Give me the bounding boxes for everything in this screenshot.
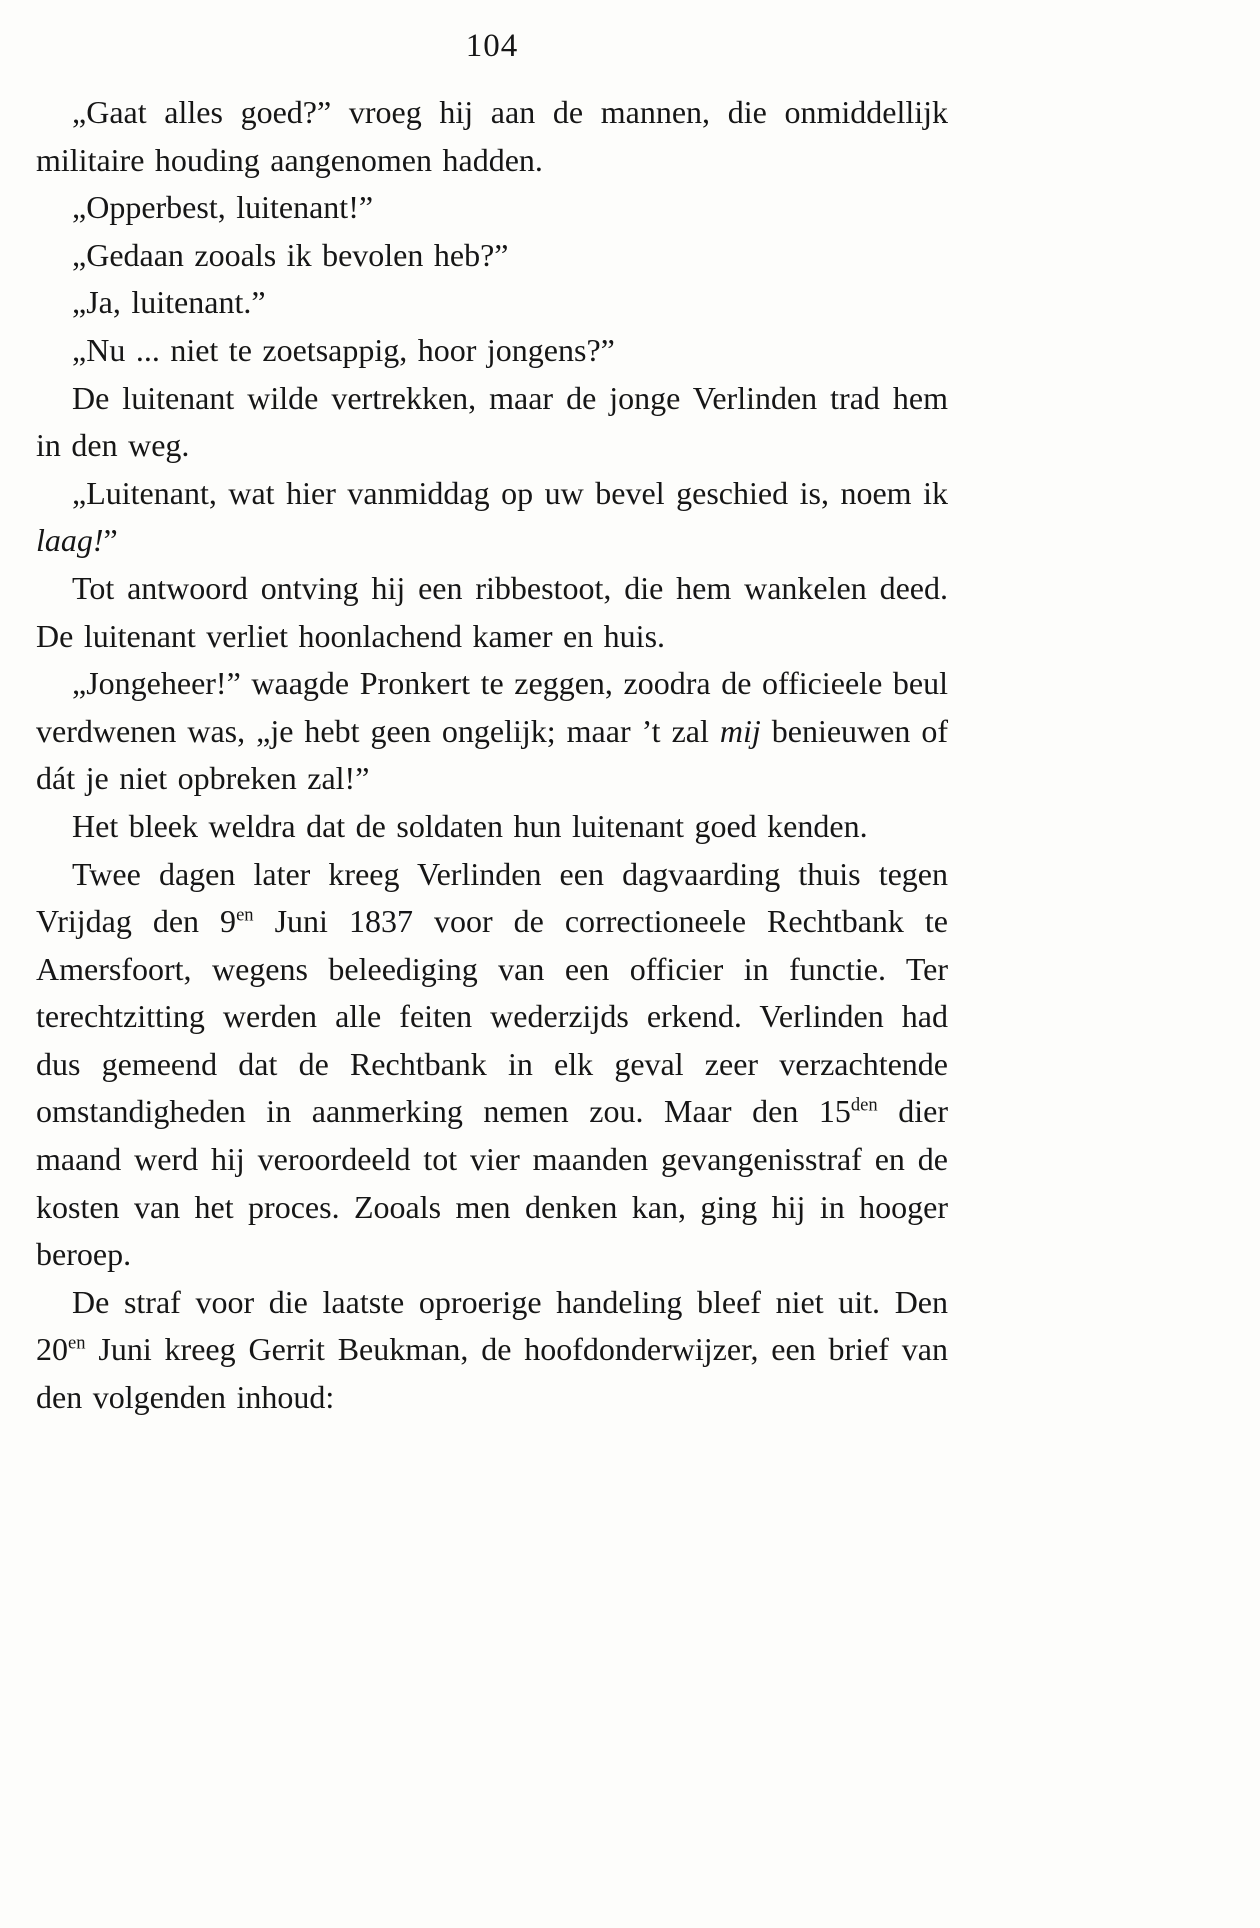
text-run: „Gedaan zooals ik bevolen heb?” <box>72 236 509 273</box>
text-run: dier maand werd hij veroordeeld tot vier maanden gevangenisstraf en de kosten van het proces. Zooals men denken kan, ging hij in hooger beroep. <box>36 1093 949 1273</box>
paragraph <box>36 660 948 803</box>
text-run: en <box>236 904 254 926</box>
text-run: en <box>68 1332 86 1354</box>
text-run: Het bleek weldra dat de soldaten hun luitenant goed kenden. <box>72 807 868 844</box>
paragraph <box>36 803 948 851</box>
page-text <box>36 89 948 1422</box>
text-run: „Gaat alles goed?” vroeg hij aan de mannen, die onmiddellijk militaire houding aangenomen hadden. <box>36 94 948 178</box>
paragraph <box>36 565 948 660</box>
text-run: „Nu ... niet te zoetsappig, hoor jongens?” <box>72 331 615 368</box>
text-run: benieuwen of dát je niet opbreken zal!” <box>36 712 949 797</box>
paragraph <box>36 184 948 232</box>
text-run: Juni kreeg Gerrit Beukman, de hoofdonderwijzer, een brief van den volgenden inhoud: <box>36 1331 948 1416</box>
text-run: laag! <box>36 522 104 559</box>
paragraph <box>36 232 948 280</box>
text-run: mij <box>719 712 761 749</box>
text-run: Twee dagen later kreeg Verlinden een dagvaarding thuis tegen Vrijdag den 9 <box>36 855 948 940</box>
text-run: „Jongeheer!” waagde Pronkert te zeggen, zoodra de officieele beul verdwenen was, „je hebt geen ongelijk; maar ’t zal <box>36 665 948 749</box>
paragraph <box>36 1279 948 1422</box>
paragraph <box>36 851 948 1279</box>
paragraph <box>36 470 948 565</box>
text-run: De luitenant wilde vertrekken, maar de jonge Verlinden trad hem in den weg. <box>36 379 948 464</box>
paragraph <box>36 375 948 470</box>
text-run: De straf voor die laatste oproerige handeling bleef niet uit. Den 20 <box>36 1283 948 1368</box>
text-run: ” <box>103 522 118 559</box>
paragraph <box>36 327 948 375</box>
paragraph <box>36 89 948 184</box>
text-run: „Opperbest, luitenant!” <box>72 189 374 226</box>
paragraph <box>36 279 948 327</box>
text-run: „Ja, luitenant.” <box>72 284 266 321</box>
text-run: Tot antwoord ontving hij een ribbestoot, die hem wankelen deed. De luitenant verliet hoonlachend kamer en huis. <box>36 569 948 654</box>
page-number: 104 <box>465 28 519 64</box>
text-run: Juni 1837 voor de correctioneele Rechtbank te Amersfoort, wegens beleediging van een officier in functie. Ter terechtzitting werden alle feiten wederzijds erkend. Verlinden had dus gemeend dat de Rechtbank in elk geval zeer verzachtende omstandigheden in aanmerking nemen zou. Maar den 15 <box>36 903 949 1130</box>
text-run: den <box>850 1094 878 1116</box>
text-run: „Luitenant, wat hier vanmiddag op uw bevel geschied is, noem ik <box>72 474 948 511</box>
